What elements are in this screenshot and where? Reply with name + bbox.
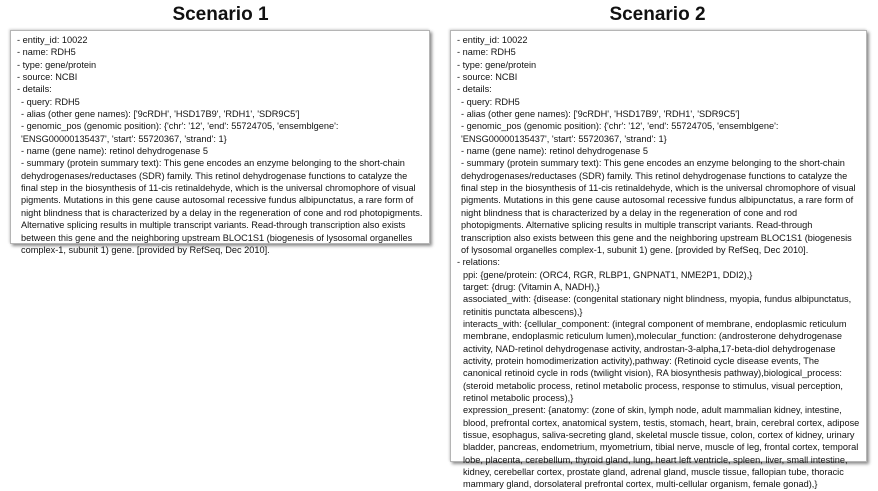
scenario-1-title: Scenario 1: [172, 4, 269, 25]
associated-with-line: associated_with: {disease: (congenital stationary night blindness, myopia, fundus albipunctatus, retinitis punctata albescens),}: [463, 294, 852, 317]
details-line: - details:: [457, 84, 492, 95]
gene-name-line: - name (gene name): retinol dehydrogenase 5: [21, 146, 208, 157]
name-line: - name: RDH5: [457, 47, 516, 58]
source-line: - source: NCBI: [457, 72, 518, 83]
type-line: - type: gene/protein: [457, 59, 537, 70]
alias-line: - alias (other gene names): ['9cRDH', 'HSD17B9', 'RDH1', 'SDR9C5']: [461, 109, 740, 120]
details-line: - details:: [17, 84, 52, 95]
genomic-pos-line: - genomic_pos (genomic position): {'chr': '12', 'end': 55724705, 'ensemblgene': 'ENSG00000135437', 'start': 55720367, 'strand': 1}: [21, 121, 339, 144]
entity-id-line: - entity_id: 10022: [457, 35, 528, 45]
genomic-pos-line: - genomic_pos (genomic position): {'chr': '12', 'end': 55724705, 'ensemblgene': 'ENSG00000135437', 'start': 55720367, 'strand': 1}: [461, 121, 779, 144]
query-line: - query: RDH5: [461, 96, 520, 107]
target-line: target: {drug: (Vitamin A, NADH),}: [463, 281, 600, 292]
name-line: - name: RDH5: [17, 47, 76, 58]
type-line: - type: gene/protein: [17, 59, 97, 70]
gene-name-line: - name (gene name): retinol dehydrogenase 5: [461, 146, 648, 157]
interacts-with-line: interacts_with: {cellular_component: (integral component of membrane, endoplasmic reticulum membrane, endoplasmic reticulum lumen),molecular_function: (androsterone dehydrogenase activity, NAD-retinol dehydrogenase activity, androstan-3-alpha,17-beta-diol dehydrogenase activity, protein homodimerization activity),pathway: (Retinoid cycle disease events, The canonical retinoid cycle in rods (twilight vision), RA biosynthesis pathway),biological_process: (steroid metabolic process, retinol metabolic process, response to stimulus, visual perception, retinol metabolic process),}: [463, 318, 847, 403]
entity-id-line: - entity_id: 10022: [17, 35, 88, 45]
scenario-1-text-panel: [10, 30, 430, 255]
ppi-line: ppi: {gene/protein: (ORC4, RGR, RLBP1, GNPNAT1, NME2P1, DDI2),}: [463, 269, 753, 280]
scenario-2-title: Scenario 2: [609, 4, 706, 25]
summary-line: - summary (protein summary text): This gene encodes an enzyme belonging to the short-chain dehydrogenases/reductases (SDR) family. This retinol dehydrogenase functions to catalyze the final step in the biosynthesis of 11-cis retinaldehyde, which is the universal chromophore of visual pigments. Mutations in this gene cause autosomal recessive fundus albipunctatus, a rare form of night blindness that is characterized by a delay in the regeneration of cone and rod photopigments. Alternative splicing results in multiple transcript variants. Read-through transcription also exists between this gene and the neighboring upstream BLOC1S1 (biogenesis of lysosomal organelles complex-1, subunit 1) gene. [provided by RefSeq, Dec 2010].: [21, 158, 423, 255]
expression-present-line: expression_present: {anatomy: (zone of skin, lymph node, adult mammalian kidney, intestine, blood, prefrontal cortex, anatomical system, testis, stomach, heart, brain, cerebral cortex, adipose tissue, esophagus, saliva-secreting gland, skeletal muscle tissue, colon, cortex of kidney, urinary bladder, pancreas, endometrium, myometrium, tibial nerve, muscle of leg, frontal cortex, temporal lobe, placenta, cerebellum, thyroid gland, lung, heart left ventricle, spleen, liver, small intestine, kidney, cerebellar cortex, prostate gland, adrenal gland, muscle tissue, fallopian tube, thoracic mammary gland, dorsolateral prefrontal cortex, multi-cellular organism, female gonad),}: [463, 405, 860, 490]
relations-line: - relations:: [457, 257, 500, 268]
scenario-2-text-panel: [450, 30, 867, 490]
summary-line: - summary (protein summary text): This gene encodes an enzyme belonging to the short-chain dehydrogenases/reductases (SDR) family. This retinol dehydrogenase functions to catalyze the final step in the biosynthesis of 11-cis retinaldehyde, which is the universal chromophore of visual pigments. Mutations in this gene cause autosomal recessive fundus albipunctatus, a rare form of night blindness that is characterized by a delay in the regeneration of cone and rod photopigments. Alternative splicing results in multiple transcript variants. Read-through transcription also exists between this gene and the neighboring upstream BLOC1S1 (biogenesis of lysosomal organelles complex-1, subunit 1) gene. [provided by RefSeq, Dec 2010].: [461, 158, 856, 255]
alias-line: - alias (other gene names): ['9cRDH', 'HSD17B9', 'RDH1', 'SDR9C5']: [21, 109, 300, 120]
query-line: - query: RDH5: [21, 96, 80, 107]
source-line: - source: NCBI: [17, 72, 78, 83]
